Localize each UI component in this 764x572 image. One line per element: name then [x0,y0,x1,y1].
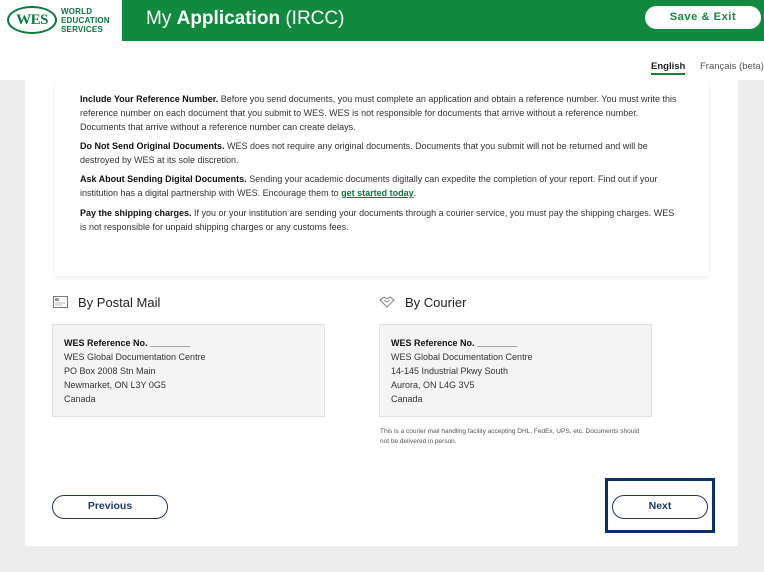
logo-line-2: EDUCATION [61,16,110,25]
courier-address-line: Canada [391,394,423,404]
postal-address-line: Canada [64,394,96,404]
instruction-text: WES does not require any original documents. Documents that you submit will not be returned and will be destroyed by WES at its sole discretion. [80,141,648,165]
handshake-icon [379,294,395,310]
instruction-heading: Ask About Sending Digital Documents. [80,174,247,184]
main-card [25,80,738,546]
logo-line-1: WORLD [61,7,93,16]
postal-reference: WES Reference No. ________ [64,338,191,348]
courier-heading [379,294,466,310]
logo-mark: WES [7,6,57,34]
save-exit-button[interactable]: Save & Exit [645,6,761,29]
instruction-heading: Do Not Send Original Documents. [80,141,225,151]
instruction-reference-number [80,92,680,134]
postal-mail-heading [52,294,160,310]
language-bar [0,41,764,80]
instruction-text: Sending your academic documents digitally can expedite the completion of your report. Find out if your institution has a digital partnership with WES. Encourage them to [80,174,658,198]
envelope-icon [52,294,68,310]
instruction-heading: Pay the shipping charges. [80,208,192,218]
previous-button[interactable]: Previous [52,495,168,519]
language-french[interactable]: Français (beta) [700,61,764,72]
logo-wordmark [61,7,121,34]
postal-address-line: PO Box 2008 Stn Main [64,366,156,376]
instruction-text: Before you send documents, you must complete an application and obtain a reference number. You must write this reference number on each document that you submit to WES. WES is not responsible for documents that arrive without a reference number. Documents that arrive without a reference number can create delays. [80,94,677,132]
wes-logo[interactable] [0,0,122,41]
instruction-text-after: . [413,188,417,198]
courier-address-line: Aurora, ON L4G 3V5 [391,380,475,390]
courier-address-line: WES Global Documentation Centre [391,352,533,362]
postal-address-box [52,324,325,417]
logo-line-3: SERVICES [61,25,103,34]
next-button[interactable]: Next [612,495,708,519]
title-bold: Application [176,8,281,29]
get-started-link[interactable]: get started today [341,188,414,198]
postal-mail-title: By Postal Mail [78,294,161,310]
courier-note: This is a courier mail handling facility accepting DHL, FedEx, UPS, etc. Documents should not be delivered in person. [380,428,640,445]
instructions-box [55,80,709,276]
instruction-heading: Include Your Reference Number. [80,94,219,104]
courier-address-box [379,324,652,417]
language-english[interactable]: English [651,61,685,75]
courier-reference: WES Reference No. ________ [391,338,518,348]
postal-address-line: WES Global Documentation Centre [64,352,206,362]
instruction-shipping-charges [80,206,680,234]
page-title [146,7,344,31]
title-bar [122,0,764,41]
instruction-text: If you or your institution are sending your documents through a courier service, you must pay the shipping charges. WES is not responsible for unpaid shipping charges or any customs fees. [80,208,675,232]
courier-address-line: 14-145 Industrial Pkwy South [391,366,509,376]
postal-address-line: Newmarket, ON L3Y 0G5 [64,380,166,390]
instruction-no-originals [80,139,680,167]
title-suffix: (IRCC) [280,8,345,29]
instruction-digital-documents [80,172,680,200]
title-prefix: My [146,8,177,29]
app-header [0,0,764,41]
courier-title: By Courier [405,294,467,310]
